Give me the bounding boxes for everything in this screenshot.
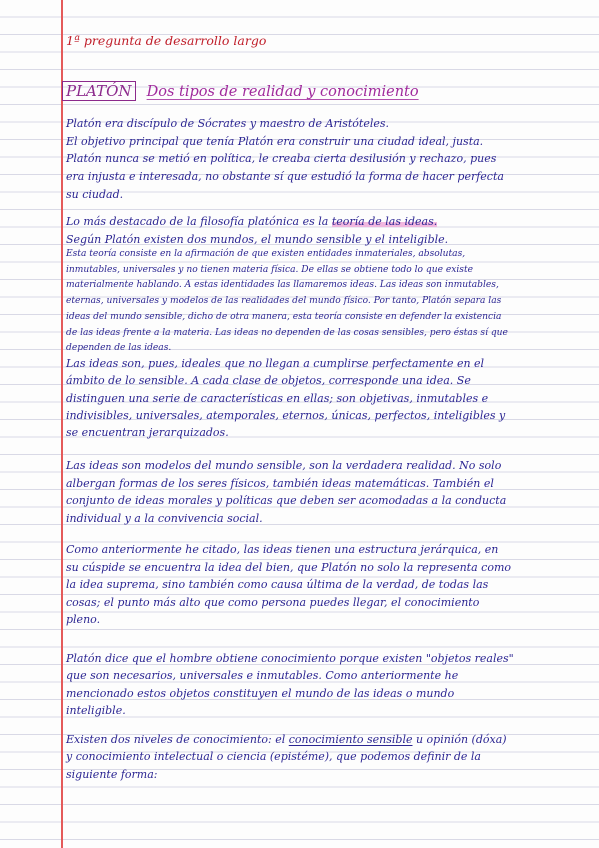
paragraph-8-intro: Existen dos niveles de conocimiento: el — [66, 733, 289, 746]
paragraph-3: Esta teoría consiste en la afirmación de que existen entidades inmateriales, absolutas, inmutables, universales y no tienen materia física. De ellas se obtiene todo lo que existe materialmente hablando. A estas identidades las llamaremos ideas. Las ideas son inmutables, eternas, universales y modelos de las realidades del mundo físico. Por tanto, Platón separa las ideas del mundo sensible, dicho de otra manera, esta teoría consiste en defender la existencia de las ideas frente a la materia. Las ideas no dependen de las cosas sensibles, pero éstas sí que dependen de las ideas. — [66, 249, 508, 354]
page-heading: 1ª pregunta de desarrollo largo — [66, 33, 267, 48]
paragraph-5: Las ideas son modelos del mundo sensible, son la verdadera realidad. No solo albergan formas de los seres físicos, también ideas matemáticas. También el conjunto de ideas morales y políticas que deben ser acomodadas a la conducta individual y a la convivencia social. — [66, 459, 507, 525]
margin-line — [61, 0, 63, 848]
paragraph-8 — [66, 731, 514, 783]
paragraph-7: Platón dice que el hombre obtiene conocimiento porque existen "objetos reales" que son necesarios, universales e inmutables. Como anteriormente he mencionado estos objetos constituyen el mundo de las ideas o mundo inteligible. — [66, 652, 514, 717]
paragraph-2 — [66, 213, 514, 248]
paragraph-1: Platón era discípulo de Sócrates y maestro de Aristóteles. El objetivo principal que tenía Platón era construir una ciudad ideal, justa. Platón nunca se metió en política, le creaba cierta desilusión y rechazo, pues era injusta e interesada, no obstante sí que estudió la forma de hacer perfecta su ciudad. — [66, 117, 504, 201]
title-box: PLATÓN — [62, 81, 136, 101]
title-row — [62, 81, 419, 101]
paragraph-2-intro: Lo más destacado de la filosofía platónica es la — [66, 215, 332, 228]
paragraph-2-rest: Según Platón existen dos mundos, el mundo sensible y el inteligible. — [66, 232, 449, 246]
highlight-teoria-ideas: teoría de las ideas. — [331, 215, 438, 228]
underline-conocimiento-sensible: conocimiento sensible — [288, 733, 413, 746]
paragraph-4: Las ideas son, pues, ideales que no llegan a cumplirse perfectamente en el ámbito de lo sensible. A cada clase de objetos, corresponde una idea. Se distinguen una serie de características en ellas; son objetivas, inmutables e indivisibles, universales, atemporales, eternos, únicas, perfectos, inteligibles y se encuentran jerarquizados. — [66, 357, 506, 440]
title-text: Dos tipos de realidad y conocimiento — [146, 84, 419, 100]
paragraph-8-rest: u opinión (dóxa) y conocimiento intelectual o ciencia (epistéme), que podemos definir de la siguiente forma: — [66, 733, 507, 781]
paragraph-6: Como anteriormente he citado, las ideas tienen una estructura jerárquica, en su cúspide se encuentra la idea del bien, que Platón no solo la representa como la idea suprema, sino también como causa última de la verdad, de todas las cosas; el punto más alto que como persona puedes llegar, el conocimiento pleno. — [66, 543, 511, 626]
